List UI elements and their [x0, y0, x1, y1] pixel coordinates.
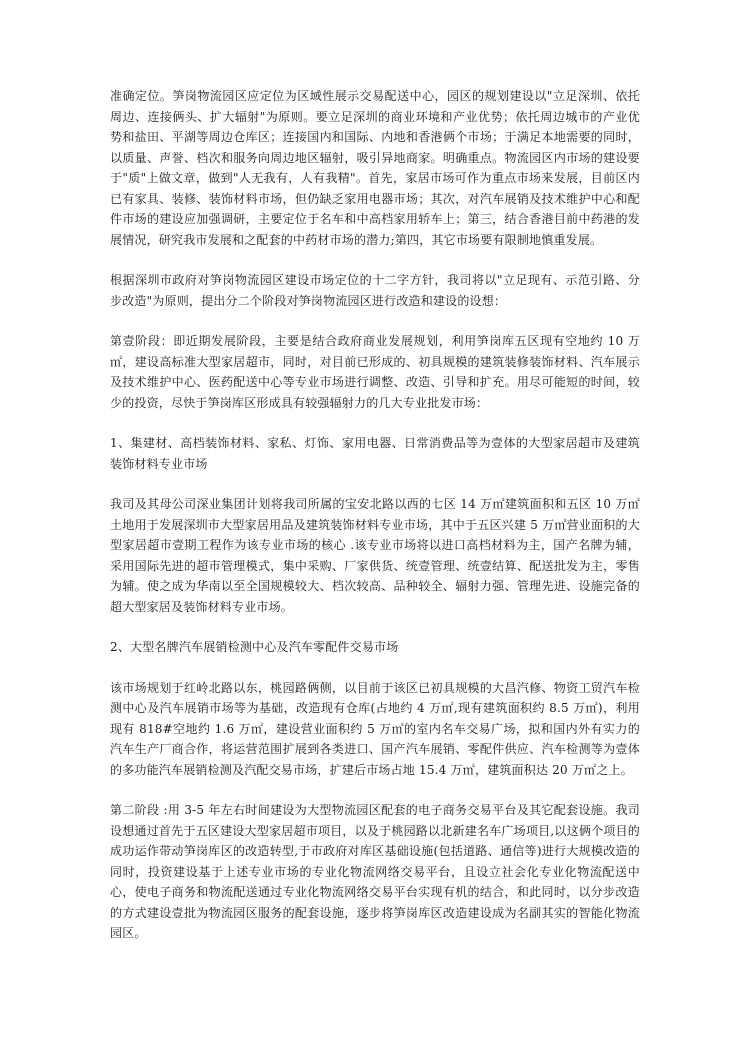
paragraph-positioning: 准确定位。笋岗物流园区应定位为区域性展示交易配送中心，园区的规划建设以"立足深圳、依托周边、连接俩头、扩大辐射"为原则。要立足深圳的商业环境和产业优势；依托周边城市的产业优势和盐田、平湖等周边仓库区；连接国内和国际、内地和香港俩个市场；于满足本地需要的同时，以质量、声誉、档次和服务向周边地区辐射，吸引异地商家。明确重点。物流园区内市场的建设要于"质"上做文章，做到"人无我有，人有我精"。首先，家居市场可作为重点市场来发展，目前区内已有家具、装修、装饰材料市场，但仍缺乏家用电器市场；其次，对汽车展销及技术维护中心和配件市场的建设应加强调研，主要定位于名车和中高档家用轿车上；第三，结合香港目前中药港的发展情况，研究我市发展和之配套的中药材市场的潜力;第四，其它市场要有限制地慎重发展。	[110, 89, 640, 247]
paragraph-home-market: 我司及其母公司深业集团计划将我司所属的宝安北路以西的七区 14 万㎡建筑面积和五区 10 万㎡土地用于发展深圳市大型家居用品及建筑装饰材料专业市场，其中于五区兴建 5 万㎡营业面积的大型家居超市壹期工程作为该专业市场的核心 .该专业市场将以进口高档材料为主，国产名牌为辅，采用国际先进的超市管理模式，集中采购、厂家供货、统壹管理、统壹结算、配送批发为主，零售为辅。使之成为华南以至全国规模较大、档次较高、品种较全、辐射力强、管理先进、设施完备的超大型家居及装饰材料专业市场。	[110, 497, 640, 614]
paragraph-principle: 根据深圳市政府对笋岗物流园区建设市场定位的十二字方针，我司将以"立足现有、示范引路、分步改造"为原则，提出分二个阶段对笋岗物流园区进行改造和建设的设想：	[110, 273, 640, 308]
heading-auto-market: 2、大型名牌汽车展销检测中心及汽车零配件交易市场	[110, 640, 399, 654]
paragraph-phase-two: 第二阶段 :用 3-5 年左右时间建设为大型物流园区配套的电子商务交易平台及其它配套设施。我司设想通过首先于五区建设大型家居超市项目，以及于桃园路以北新建名车广场项目,以这俩个项目的成功运作带动笋岗库区的改造转型,于市政府对库区基础设施(包括道路、通信等)进行大规模改造的同时，投资建设基于上述专业市场的专业化物流网络交易平台，且设立社会化专业化物流配送中心，使电子商务和物流配送通过专业化物流网络交易平台实现有机的结合，和此同时，以分步改造的方式建设壹批为物流园区服务的配套设施，逐步将笋岗库区改造建设成为名副其实的智能化物流园区。	[110, 803, 640, 940]
paragraph-auto-market: 该市场规划于红岭北路以东，桃园路俩侧，以目前于该区已初具规模的大昌汽修、物资工贸汽车检测中心及汽车展销市场等为基础，改造现有仓库(占地约 4 万㎡,现有建筑面积约 8.5 万㎡)，利用现有 818#空地约 1.6 万㎡，建设营业面积约 5 万㎡的室内名车交易广场，拟和国内外有实力的汽车生产厂商合作，将运营范围扩展到各类进口、国产汽车展销、零配件供应、汽车检测等为壹体的多功能汽车展销检测及汽配交易市场，扩建后市场占地 15.4 万㎡，建筑面积达 20 万㎡之上。	[110, 680, 640, 777]
paragraph-phase-one: 第壹阶段：即近期发展阶段，主要是结合政府商业发展规划，利用笋岗库五区现有空地约 10 万㎡，建设高标准大型家居超市，同时，对目前已形成的、初具规模的建筑装修装饰材料、汽车展示及技术维护中心、医药配送中心等专业市场进行调整、改造、引导和扩充。用尽可能短的时间，较少的投资，尽快于笋岗库区形成具有较强辐射力的几大专业批发市场：	[110, 334, 640, 410]
heading-home-market: 1、集建材、高档装饰材料、家私、灯饰、家用电器、日常消费品等为壹体的大型家居超市及建筑装饰材料专业市场	[110, 436, 640, 471]
